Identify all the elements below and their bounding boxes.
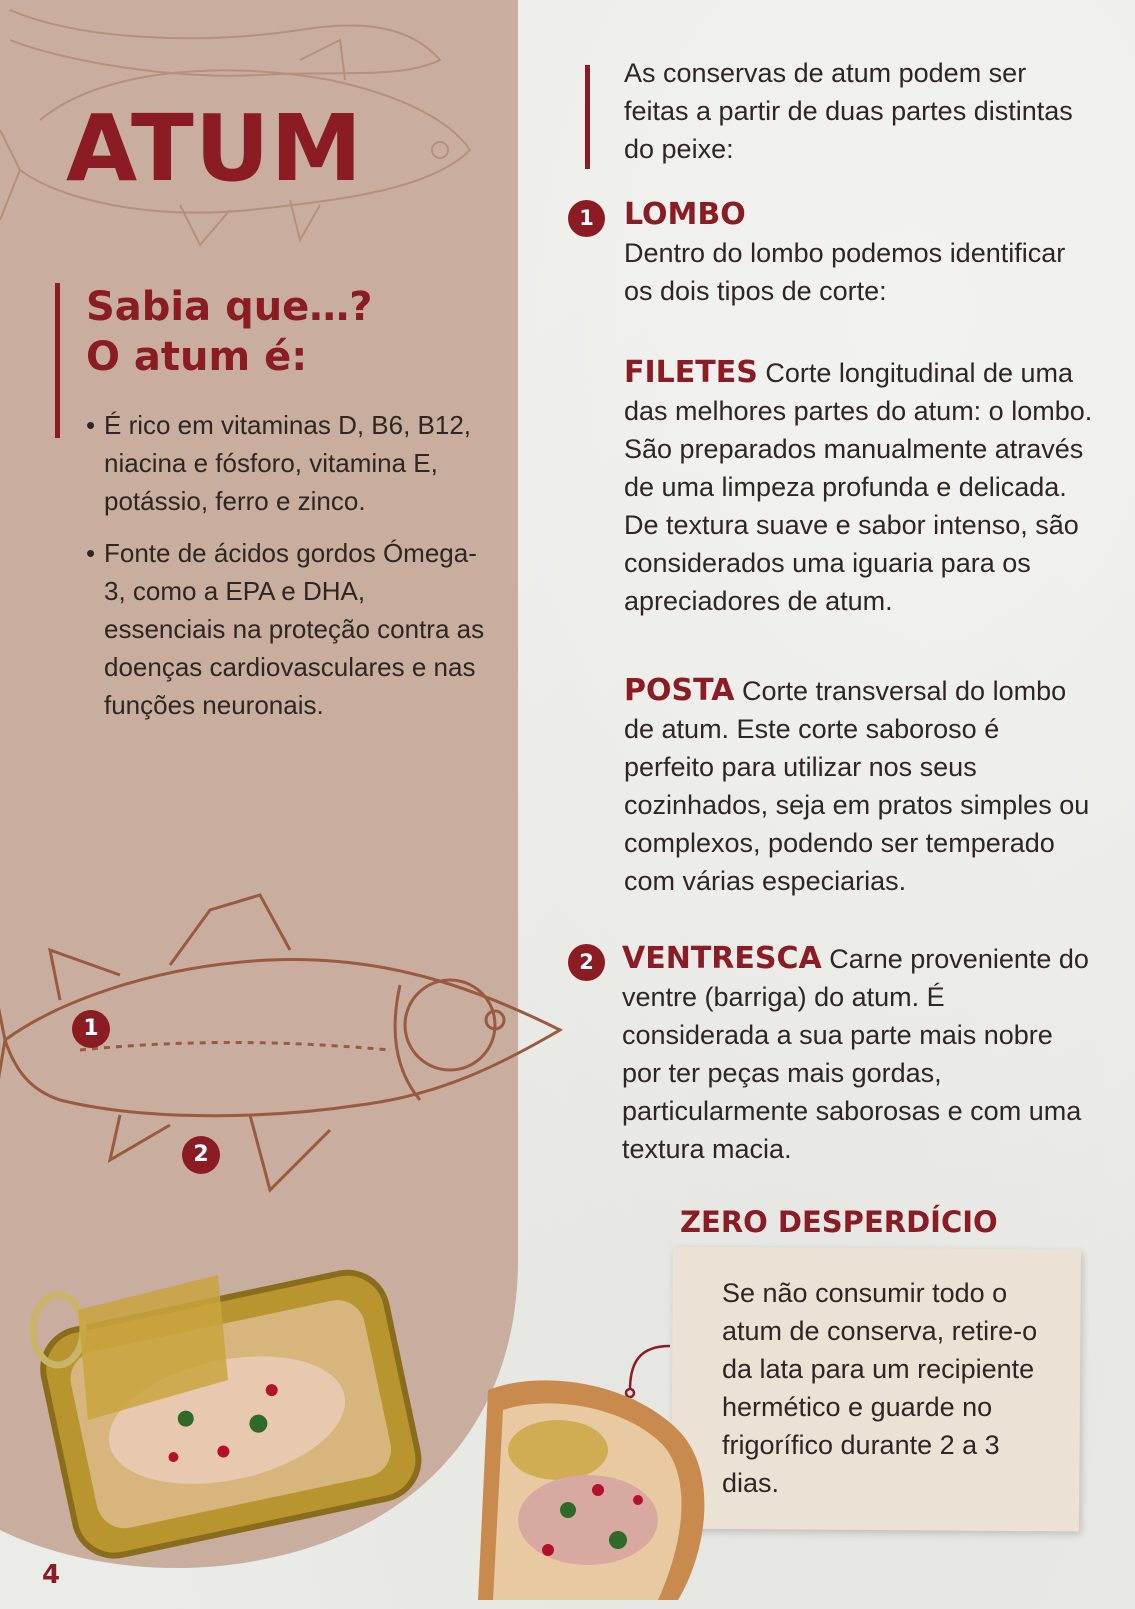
posta-section	[624, 672, 1094, 900]
intro-text: As conservas de atum podem ser feitas a partir de duas partes distintas do peixe:	[624, 58, 1073, 164]
filetes-section	[624, 354, 1094, 620]
lombo-section	[624, 196, 1094, 310]
ventresca-section	[622, 940, 1092, 1168]
ventresca-heading: VENTRESCA	[622, 941, 822, 976]
facts-list	[86, 406, 486, 738]
filetes-text: Corte longitudinal de uma das melhores partes do atum: o lombo. São preparados manualmente através de uma limpeza profunda e delicada. De textura suave e sabor intenso, são considerados uma iguaria para os apreciadores de atum.	[624, 358, 1093, 616]
posta-text: Corte transversal do lombo de atum. Este corte saboroso é perfeito para utilizar nos seus cozinhados, seja em pratos simples ou complexos, podendo ser temperado com várias especiarias.	[624, 676, 1090, 896]
fish-marker-1: 1	[72, 1010, 110, 1048]
sabia-heading-line2: O atum é:	[86, 334, 308, 380]
page-number: 4	[42, 1560, 61, 1590]
intro-accent-bar	[585, 65, 590, 169]
tuna-fish-illustration	[0, 890, 570, 1230]
lombo-text: Dentro do lombo podemos identificar os dois tipos de corte:	[624, 238, 1066, 306]
fact-item: • É rico em vitaminas D, B6, B12, niacina e fósforo, vitamina E, potássio, ferro e zinco.	[86, 406, 486, 520]
filetes-heading: FILETES	[624, 355, 758, 390]
bread-toast-photo	[478, 1370, 718, 1600]
posta-heading: POSTA	[624, 673, 735, 708]
sabia-heading	[86, 282, 373, 382]
page-title: ATUM	[66, 95, 364, 202]
lombo-heading: LOMBO	[624, 197, 746, 232]
tuna-can-photo	[18, 1260, 438, 1590]
zero-waste-heading: ZERO DESPERDÍCIO	[680, 1205, 998, 1239]
fish-marker-2: 2	[182, 1136, 220, 1174]
sabia-heading-line1: Sabia que…?	[86, 284, 373, 330]
left-panel	[0, 0, 520, 1609]
sabia-accent-bar	[55, 283, 60, 438]
section-number-1: 1	[568, 200, 605, 237]
ventresca-text: Carne proveniente do ventre (barriga) do atum. É considerada a sua parte mais nobre por ter peças mais gordas, particularmente saborosas e com uma textura macia.	[622, 944, 1089, 1164]
fact-item: • Fonte de ácidos gordos Ómega-3, como a EPA e DHA, essenciais na proteção contra as doenças cardiovasculares e nas funções neuronais.	[86, 534, 486, 724]
zero-waste-text: Se não consumir todo o atum de conserva, retire-o da lata para um recipiente hermético e guarde no frigorífico durante 2 a 3 dias.	[722, 1278, 1038, 1498]
section-number-2: 2	[568, 944, 605, 981]
